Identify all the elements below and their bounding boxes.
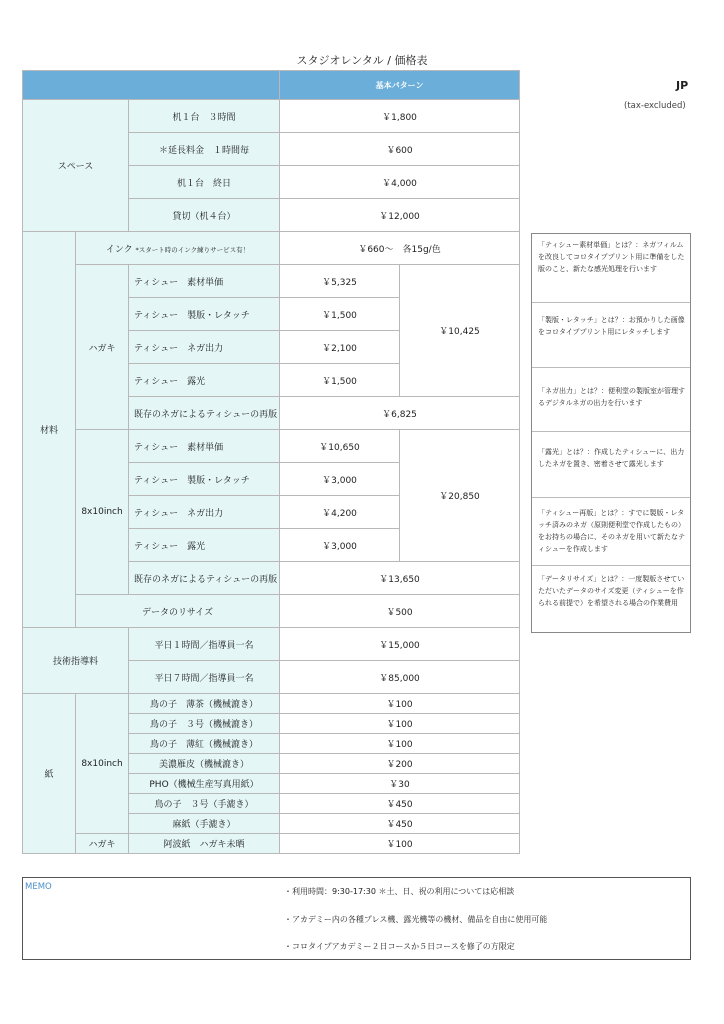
row-label: ティシュー 素材単価 [129,430,280,463]
row-label: ティシュー ネガ出力 [129,496,280,529]
row-price: ￥100 [280,694,520,714]
note-tissue: 「ティシュー素材単価」とは？：ネガフィルムを改良してコロタイププリント用に準備をした版のこと、新たな感光処理を行います [538,241,685,273]
row-label: ティシュー 露光 [129,529,280,562]
subcategory-paper-8x10: 8x10inch [76,694,129,834]
row-price: ￥500 [280,595,520,628]
table-row [23,834,520,854]
row-price: ￥85,000 [280,661,520,694]
memo-line: ・アカデミー内の各種プレス機、露光機等の機材、備品を自由に使用可能 [284,915,548,924]
row-price: ￥3,000 [280,529,400,562]
table-row [23,430,520,463]
row-price: ￥2,100 [280,331,400,364]
row-label: ティシュー ネガ出力 [129,331,280,364]
table-row [23,595,520,628]
row-price: ￥450 [280,814,520,834]
row-label: 机１台 ３時間 [129,100,280,133]
table-row [23,232,520,265]
row-price: ￥3,000 [280,463,400,496]
row-label: 美濃雁皮（機械漉き） [129,754,280,774]
table-header-row [23,71,520,100]
memo-box [22,877,691,960]
row-label: 貸切（机４台） [129,199,280,232]
row-price: ￥4,000 [280,166,520,199]
row-price: ￥30 [280,774,520,794]
note-retouch: 「製版・レタッチ」とは？：お預かりした画像をコロタイププリント用にレタッチします [538,316,685,336]
pattern-header: 基本パターン [280,71,520,100]
row-label: PHO（機械生産写真用紙） [129,774,280,794]
tax-note: (tax-excluded) [624,101,686,111]
note-negative: 「ネガ出力」とは？：便利堂の製版室が管理するデジタルネガの出力を行います [538,387,685,407]
row-label: 机１台 終日 [129,166,280,199]
row-label: ティシュー 製版・レタッチ [129,298,280,331]
row-price: ￥12,000 [280,199,520,232]
row-label: ティシュー 製版・レタッチ [129,463,280,496]
category-paper: 紙 [23,694,76,854]
row-price: ￥15,000 [280,628,520,661]
row-price: ￥450 [280,794,520,814]
row-price: ￥10,650 [280,430,400,463]
size8x10-total: ￥20,850 [400,430,520,562]
note-exposure: 「露光」とは？：作成したティシューに、出力したネガを置き、密着させて露光します [538,448,685,468]
note-divider [532,497,690,498]
table-row [23,628,520,661]
row-price: ￥4,200 [280,496,400,529]
table-row [23,265,520,298]
row-price: ￥13,650 [280,562,520,595]
row-price: ￥1,500 [280,298,400,331]
row-price: ￥6,825 [280,397,520,430]
row-label: 鳥の子 ３号（手漉き） [129,794,280,814]
memo-line: ・コロタイプアカデミー２日コースか５日コースを修了の方限定 [284,942,515,951]
note-divider [532,367,690,368]
row-price: ￥600 [280,133,520,166]
row-label: 鳥の子 薄紅（機械漉き） [129,734,280,754]
memo-title: MEMO [25,882,52,892]
row-label: 平日１時間／指導員一名 [129,628,280,661]
note-divider [532,431,690,432]
note-resize: 「データリサイズ」とは？：一度製版させていただいたデータのサイズ変更（ティシューを作られる前提で）を希望される場合の作業費用 [538,575,685,607]
category-materials: 材料 [23,232,76,628]
table-row [23,100,520,133]
row-price: ￥100 [280,714,520,734]
row-label: ＊延長料金 １時間毎 [129,133,280,166]
subcategory-8x10: 8x10inch [76,430,129,595]
hagaki-total: ￥10,425 [400,265,520,397]
row-price: ￥100 [280,734,520,754]
row-label: 鳥の子 薄茶（機械漉き） [129,694,280,714]
ink-label: インク *スタート時のインク練りサービス有！ [76,232,280,265]
notes-box [531,233,691,633]
row-label: ティシュー 露光 [129,364,280,397]
price-table [22,70,520,854]
row-price: ￥100 [280,834,520,854]
subcategory-paper-hagaki: ハガキ [76,834,129,854]
note-divider [532,565,690,566]
category-space: スペース [23,100,129,232]
row-label: 麻紙（手漉き） [129,814,280,834]
language-label: JP [676,79,689,92]
subcategory-hagaki: ハガキ [76,265,129,430]
row-label: 平日７時間／指導員一名 [129,661,280,694]
note-divider [532,302,690,303]
row-label: ティシュー 素材単価 [129,265,280,298]
row-label: データのリサイズ [76,595,280,628]
note-reprint: 「ティシュー再版」とは？：すでに製版・レタッチ済みのネガ（原則便利堂で作成したもの）をお持ちの場合に、そのネガを用いて新たなティシューを作成します [538,509,685,553]
row-price: ￥1,500 [280,364,400,397]
row-price: ￥5,325 [280,265,400,298]
row-label: 既存のネガによるティシューの再版 [129,397,280,430]
row-label: 阿波紙 ハガキ未晒 [129,834,280,854]
row-label: 既存のネガによるティシューの再版 [129,562,280,595]
category-tech: 技術指導料 [23,628,129,694]
row-price: ￥200 [280,754,520,774]
row-label: 鳥の子 ３号（機械漉き） [129,714,280,734]
header-blank [23,71,280,100]
page-title: スタジオレンタル / 価格表 [296,54,428,67]
row-price: ￥1,800 [280,100,520,133]
table-row [23,694,520,714]
memo-line: ・利用時間：9:30-17:30 ＊土、日、祝の利用については応相談 [284,887,515,896]
ink-price: ￥660〜 各15g/色 [280,232,520,265]
